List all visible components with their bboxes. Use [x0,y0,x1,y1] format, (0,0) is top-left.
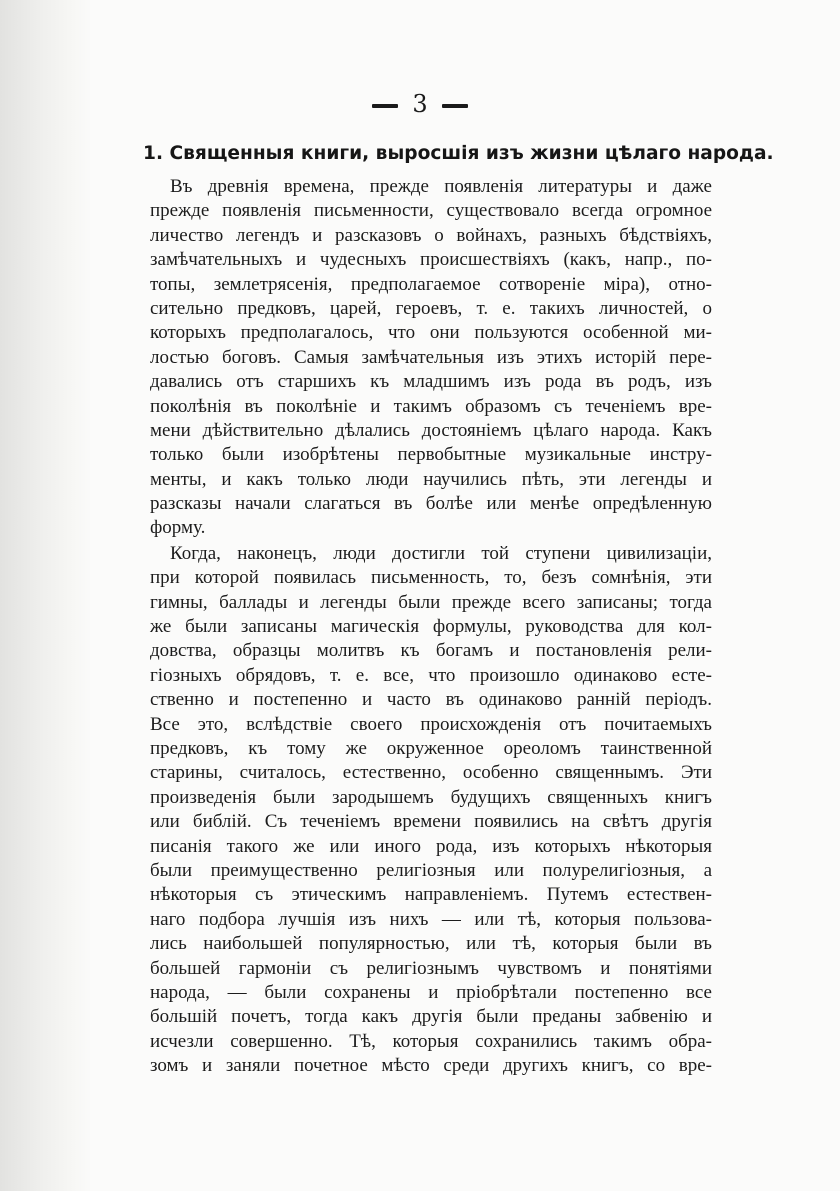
text-line: замѣчательныхъ и чудесныхъ происшествіяхъ (какъ, напр., по- [150,249,712,271]
text-line: предковъ, къ тому же окруженное ореоломъ таинственной [150,737,712,759]
body-text [150,175,712,1078]
text-line: довства, образцы молитвъ къ богамъ и постановленія рели- [150,640,712,662]
text-line: народа, — были сохранены и пріобрѣтали постепенно все [150,981,712,1003]
page-number-value: 3 [412,90,428,118]
text-line: нѣкоторыя съ этическимъ направленіемъ. Путемъ естествен- [150,884,712,906]
text-line: Все это, вслѣдствіе своего происхожденія отъ почитаемыхъ [150,713,712,735]
text-line: ственно и постепенно и часто въ одинаково ранній періодъ. [150,689,712,711]
text-line: которыхъ предполагалось, что они пользуются особенной ми- [150,322,712,344]
text-line: разсказы начали слагаться въ болѣе или менѣе опредѣленную [150,493,712,515]
text-line: гіозныхъ обрядовъ, т. е. все, что произошло одинаково есте- [150,664,712,686]
text-line: Когда, наконецъ, люди достигли той ступени цивилизаціи, [170,542,712,564]
text-line: мени дѣйствительно дѣлались достояніемъ цѣлаго народа. Какъ [150,419,712,441]
text-line: при которой появилась письменность, то, безъ сомнѣнія, эти [150,567,712,589]
page-number-right-dash [442,104,468,108]
page-gutter-shadow [0,0,92,1191]
text-line: прежде появленія письменности, существовало всегда огромное [150,200,712,222]
text-line: лостью боговъ. Самыя замѣчательныя изъ этихъ исторій пере- [150,346,712,368]
text-line: форму. [150,517,206,539]
text-line: Въ древнія времена, прежде появленія литературы и даже [170,176,712,197]
text-line: топы, землетрясенія, предполагаемое сотвореніе міра), отно- [150,273,712,295]
text-line: гимны, баллады и легенды были прежде всего записаны; тогда [150,591,712,613]
text-line: лись наибольшей популярностью, или тѣ, которыя были въ [150,933,712,955]
section-heading: 1. Священныя книги, выросшія изъ жизни цѣлаго народа. [143,143,774,164]
text-line: сительно предковъ, царей, героевъ, т. е. такихъ личностей, о [150,297,712,319]
text-line: менты, и какъ только люди научились пѣть, эти легенды и [150,468,712,490]
text-line: были преимущественно религіозныя или полурелигіозныя, а [150,859,712,881]
text-line: только были изобрѣтены первобытные музикальные инстру- [150,444,712,466]
text-line: зомъ и заняли почетное мѣсто среди другихъ книгъ, со вре- [150,1055,712,1077]
text-line: исчезли совершенно. Тѣ, которыя сохранились такимъ обра- [150,1030,712,1052]
text-line: произведенія были зародышемъ будущихъ священныхъ книгъ [150,786,712,808]
page-number-left-dash [372,104,398,108]
text-line: старины, считалось, естественно, особенно священнымъ. Эти [150,762,712,784]
text-line: большей гармоніи съ религіознымъ чувствомъ и понятіями [150,957,712,979]
text-line: личество легендъ и разсказовъ о войнахъ, разныхъ бѣдствіяхъ, [150,224,712,246]
text-line: поколѣнія въ поколѣніе и такимъ образомъ съ теченіемъ вре- [150,395,712,417]
text-line: писанія такого же или иного рода, изъ которыхъ нѣкоторыя [150,835,712,857]
text-line: или библій. Съ теченіемъ времени появились на свѣтъ другія [150,811,712,833]
page-number [0,90,840,118]
text-line: наго подбора лучшія изъ нихъ — или тѣ, которыя пользова- [150,908,712,930]
text-line: большій почетъ, тогда какъ другія были преданы забвенію и [150,1006,712,1028]
text-line: давались отъ старшихъ къ младшимъ изъ рода въ родъ, изъ [150,371,712,393]
text-line: же были записаны магическія формулы, руководства для кол- [150,616,712,638]
